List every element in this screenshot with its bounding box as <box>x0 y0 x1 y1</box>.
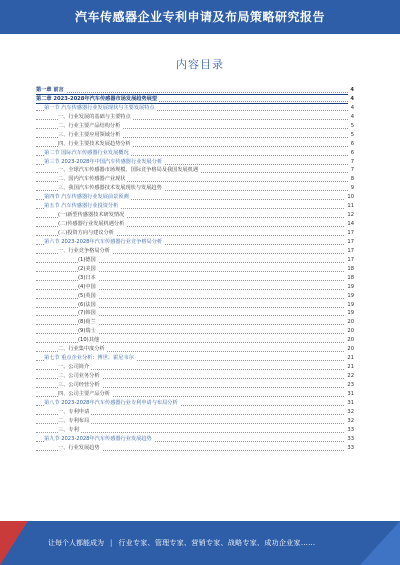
toc-entry-title: 三、专利 <box>58 426 79 433</box>
toc-entry[interactable] <box>36 363 354 372</box>
toc-entry-page: 18 <box>347 274 354 281</box>
toc-entry-page: 17 <box>347 247 354 254</box>
toc-entry[interactable] <box>36 131 354 140</box>
toc-entry-title: 二、行业主要产品结构分析 <box>58 122 121 129</box>
toc-entry-page: 21 <box>347 364 354 371</box>
footer-divider: | <box>110 539 113 547</box>
toc-entry[interactable] <box>36 327 354 336</box>
toc-entry[interactable] <box>36 202 354 211</box>
toc-entry-page: 14 <box>347 221 354 228</box>
toc-entry-title: 二、行业集中度分析 <box>58 346 105 353</box>
toc-entry-title: (3)日本 <box>78 274 96 281</box>
toc-entry[interactable] <box>36 265 354 274</box>
toc-entry-page: 12 <box>347 212 354 219</box>
toc-entry-page: 7 <box>350 167 354 174</box>
toc-entry[interactable] <box>36 390 354 399</box>
toc-entry[interactable] <box>36 184 354 193</box>
toc-entry[interactable] <box>36 229 354 238</box>
toc-entry-title: (二)传感器行业发展机遇分析 <box>58 221 125 228</box>
toc-entry-title: (9)瑞士 <box>78 328 96 335</box>
toc-entry-page: 32 <box>347 408 354 415</box>
toc-entry-title: 第一章 前言 <box>36 87 64 93</box>
toc-entry[interactable] <box>36 193 354 202</box>
toc-entry-title: (7)韩国 <box>78 310 96 317</box>
toc-entry[interactable] <box>36 399 354 408</box>
toc-entry-page: 20 <box>347 328 354 335</box>
toc-entry-page: 9 <box>350 185 354 192</box>
toc-entry-title: 四、公司主要产品分析 <box>58 390 110 397</box>
toc-entry-title: 第七节 重点企业分析：博世、霍尼韦尔 <box>44 355 134 362</box>
table-of-contents <box>36 86 354 452</box>
toc-entry[interactable] <box>36 274 354 283</box>
toc-entry-page: 6 <box>350 149 354 156</box>
toc-entry-page: 19 <box>347 292 354 299</box>
toc-entry-page: 5 <box>350 131 354 138</box>
toc-entry-page: 17 <box>347 238 354 245</box>
toc-entry[interactable] <box>36 256 354 265</box>
toc-entry-title: 一、专利申请 <box>58 408 90 415</box>
toc-entry-page: 33 <box>347 435 354 442</box>
toc-entry-page: 33 <box>347 426 354 433</box>
toc-entry-title: (6)法国 <box>78 301 96 308</box>
toc-entry-page: 22 <box>347 373 354 379</box>
toc-entry-page: 11 <box>347 203 354 210</box>
toc-entry-title: (10)其他 <box>78 337 100 344</box>
toc-entry-title: 二、国内汽车传感器产业现状 <box>58 176 126 183</box>
toc-entry-title: 第二章 2023-2028年汽车传感器市场发展趋势展望 <box>36 95 158 102</box>
toc-entry-page: 4 <box>350 95 354 102</box>
toc-entry-page: 21 <box>347 355 354 362</box>
toc-entry[interactable] <box>36 220 354 229</box>
toc-entry-title: 一、公司简介 <box>58 364 90 371</box>
toc-entry[interactable] <box>36 444 354 453</box>
toc-entry[interactable] <box>36 426 354 435</box>
toc-entry-title: (5)英国 <box>78 292 96 299</box>
toc-entry-page: 20 <box>347 346 354 353</box>
toc-entry-title: 三、我国汽车传感器技术发展现状与发展趋势 <box>58 185 162 192</box>
toc-entry-page: 31 <box>347 399 354 406</box>
toc-entry-page: 6 <box>350 140 354 147</box>
toc-entry-title: (4)中国 <box>78 283 96 290</box>
toc-entry[interactable] <box>36 238 354 247</box>
toc-entry-title: 第三节 2023-2028年中国汽车传感器行业发展分析 <box>44 158 163 165</box>
toc-entry[interactable] <box>36 417 354 426</box>
toc-entry[interactable] <box>36 166 354 175</box>
toc-entry[interactable] <box>36 95 354 104</box>
toc-entry-page: 4 <box>350 104 354 111</box>
toc-entry[interactable] <box>36 435 354 444</box>
toc-entry[interactable] <box>36 104 354 113</box>
toc-entry-title: (2)美国 <box>78 265 96 272</box>
footer-blue-accent <box>360 521 400 565</box>
toc-entry-page: 19 <box>347 301 354 308</box>
toc-entry-page: 19 <box>347 283 354 290</box>
toc-entry[interactable] <box>36 345 354 354</box>
toc-entry[interactable] <box>36 309 354 318</box>
toc-entry-title: 四、行业主要技术发展趋势分析 <box>58 140 131 147</box>
toc-entry-title: 第八节 2023-2028年汽车传感器行业专利申请与布局分析 <box>44 399 178 406</box>
toc-entry-title: 一、全球汽车传感器市场规模、国际竞争格局及我国发展机遇 <box>58 167 199 174</box>
footer-slogan <box>48 521 315 565</box>
toc-entry-title: 一、行业发展趋势 <box>58 444 100 451</box>
toc-entry[interactable] <box>36 158 354 167</box>
toc-entry[interactable] <box>36 372 354 381</box>
toc-entry[interactable] <box>36 354 354 363</box>
footer-banner <box>0 521 400 565</box>
toc-entry[interactable] <box>36 122 354 131</box>
toc-entry-page: 19 <box>347 310 354 317</box>
toc-entry-title: 第二节 国际汽车传感器行业发展概况 <box>44 149 129 156</box>
toc-entry-page: 8 <box>350 176 354 183</box>
toc-entry-page: 20 <box>347 319 354 326</box>
toc-entry-title: (一)新型传感器技术研发情况 <box>58 212 125 219</box>
footer-red-accent <box>0 521 28 565</box>
toc-entry-title: 二、公司业务分析 <box>58 373 100 379</box>
footer-slogan-lead: 让每个人都能成为 <box>48 539 104 547</box>
toc-entry-title: (1)德国 <box>78 256 96 263</box>
toc-entry[interactable] <box>36 140 354 149</box>
toc-entry-page: 32 <box>347 417 354 424</box>
toc-entry-title: (三)投资方向与建议分析 <box>58 230 114 236</box>
toc-entry-title: 第四节 汽车传感器行业发展前景预测 <box>44 194 129 201</box>
toc-entry-page: 5 <box>350 122 354 129</box>
toc-entry-title: 三、公司经营分析 <box>58 381 100 388</box>
toc-entry[interactable] <box>36 381 354 390</box>
toc-entry-title: 第六节 2023-2028年汽车传感器行业竞争格局分析 <box>44 238 163 245</box>
toc-entry-page: 33 <box>347 444 354 451</box>
toc-entry-title: 三、行业主要应用领域分析 <box>58 131 121 138</box>
toc-entry[interactable] <box>36 292 354 301</box>
toc-entry-page: 17 <box>347 256 354 263</box>
toc-entry[interactable] <box>36 86 354 95</box>
toc-entry-page: 20 <box>347 337 354 344</box>
toc-entry[interactable] <box>36 247 354 256</box>
toc-entry-title: 第五节 汽车传感器行业投资分析 <box>44 203 119 210</box>
toc-entry-page: 10 <box>347 194 354 201</box>
toc-entry[interactable] <box>36 175 354 184</box>
toc-title: 内容目录 <box>176 58 224 71</box>
toc-entry[interactable] <box>36 113 354 122</box>
toc-entry-title: (8)荷兰 <box>78 319 96 326</box>
toc-entry[interactable] <box>36 318 354 327</box>
report-header-bar <box>0 0 400 34</box>
toc-entry-page: 4 <box>350 113 354 120</box>
toc-entry[interactable] <box>36 283 354 292</box>
toc-entry-page: 17 <box>347 230 354 236</box>
toc-entry-title: 一、行业发展的基础与主要特点 <box>58 113 131 120</box>
toc-entry[interactable] <box>36 149 354 158</box>
toc-entry-title: 第一节 汽车传感器行业发展现状与主要发展特点 <box>44 104 155 111</box>
toc-entry-page: 7 <box>350 158 354 165</box>
toc-entry-page: 4 <box>350 87 354 93</box>
footer-slogan-roles: 行业专家、管理专家、营销专家、战略专家、成功企业家…… <box>118 539 316 547</box>
report-title: 汽车传感器企业专利申请及布局策略研究报告 <box>74 10 325 24</box>
toc-entry[interactable] <box>36 408 354 417</box>
toc-entry[interactable] <box>36 301 354 310</box>
toc-entry[interactable] <box>36 336 354 345</box>
toc-entry-title: 一、行业竞争格局分析 <box>58 247 110 254</box>
toc-entry-page: 18 <box>347 265 354 272</box>
toc-entry-title: 第九节 2023-2028年汽车传感器行业发展趋势 <box>44 435 152 442</box>
toc-entry-title: 二、专利布局 <box>58 417 90 424</box>
toc-entry-page: 23 <box>347 381 354 388</box>
toc-entry[interactable] <box>36 211 354 220</box>
toc-entry-page: 31 <box>347 390 354 397</box>
